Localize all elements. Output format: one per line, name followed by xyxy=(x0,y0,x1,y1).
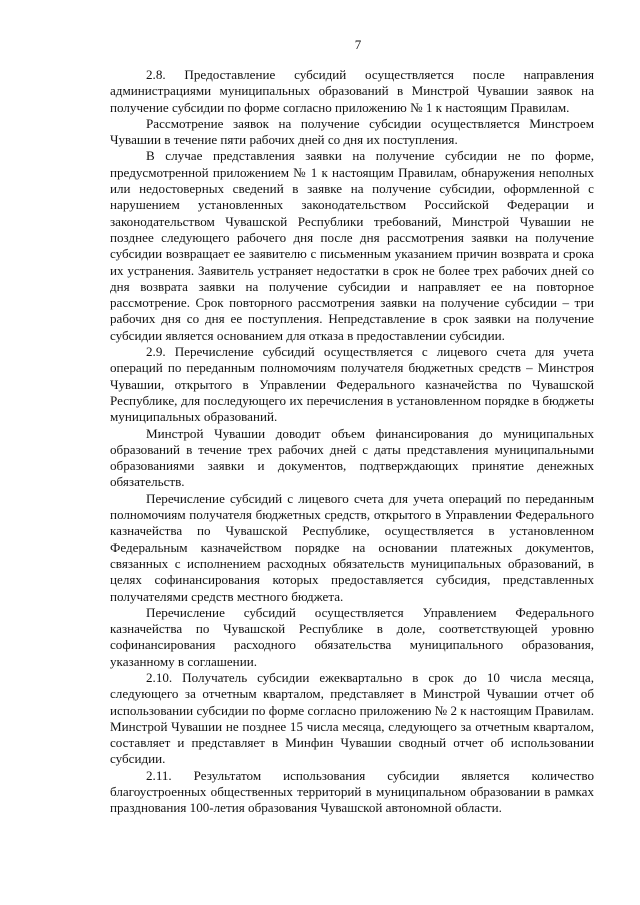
paragraph-2-10: 2.10. Получатель субсидии ежеквартально в срок до 10 числа месяца, следующего за отчетным кварталом, представляет в Минстрой Чувашии отчет об использовании субсидии по форме согласно приложению № 2 к настоящим Правилам. Минстрой Чувашии не позднее 15 числа месяца, следующего за отчетным кварталом, составляет и представляет в Минфин Чувашии сводный отчет об использовании субсидии. xyxy=(110,669,594,767)
page-number: 7 xyxy=(354,37,362,52)
paragraph-transfer-account: Перечисление субсидий с лицевого счета для учета операций по переданным полномочиям получателя бюджетных средств, открытого в Управлении Федерального казначейства по Чувашской Республике, осуществляется в установленном Федеральным казначейством порядке на основании платежных документов, связанных с исполнением расходных обязательств муниципальных образований, в целях софинансирования которых предоставляется субсидия, представленных получателями средств местного бюджета. xyxy=(110,490,594,604)
paragraph-review: Рассмотрение заявок на получение субсидии осуществляется Минстроем Чувашии в течение пяти рабочих дней со дня их поступления. xyxy=(110,115,594,148)
paragraph-financing: Минстрой Чувашии доводит объем финансирования до муниципальных образований в течение трех рабочих дней с даты представления муниципальными образованиями заявки и документов, подтверждающих принятие денежных обязательств. xyxy=(110,425,594,490)
paragraph-return: В случае представления заявки на получение субсидии не по форме, предусмотренной приложением № 1 к настоящим Правилам, обнаружения неполных или недостоверных сведений в заявке на получение субсидии, оформленной с нарушением установленных законодательством Российской Федерации и законодательством Чувашской Республики требований, Минстрой Чувашии не позднее следующего рабочего дня после дня рассмотрения заявки на получение субсидии возвращает ее заявителю с письменным указанием причин возврата и срока их устранения. Заявитель устраняет недостатки в срок не более трех рабочих дней со дня возврата заявки на получение субсидии и направляет ее на повторное рассмотрение. Срок повторного рассмотрения заявки на получение субсидии – три рабочих дня со дня ее поступления. Непредставление в срок заявки на получение субсидии является основанием для отказа в предоставлении субсидии. xyxy=(110,148,594,343)
paragraph-2-9: 2.9. Перечисление субсидий осуществляется с лицевого счета для учета операций по переданным полномочиям получателя бюджетных средств – Минстроя Чувашии, открытого в Управлении Федерального казначейства по Чувашской Республике, для последующего их перечисления в установленном порядке в бюджеты муниципальных образований. xyxy=(110,344,594,425)
paragraph-transfer-share: Перечисление субсидий осуществляется Управлением Федерального казначейства по Чувашской Республике в доле, соответствующей уровню софинансирования расходного обязательства муниципального образования, указанному в соглашении. xyxy=(110,604,594,669)
paragraph-2-11: 2.11. Результатом использования субсидии является количество благоустроенных общественных территорий в муниципальном образовании в рамках празднования 100-летия образования Чувашской автономной области. xyxy=(110,767,594,816)
paragraph-2-8: 2.8. Предоставление субсидий осуществляется после направления администрациями муниципальных образований в Минстрой Чувашии заявок на получение субсидии по форме согласно приложению № 1 к настоящим Правилам. xyxy=(110,67,594,115)
